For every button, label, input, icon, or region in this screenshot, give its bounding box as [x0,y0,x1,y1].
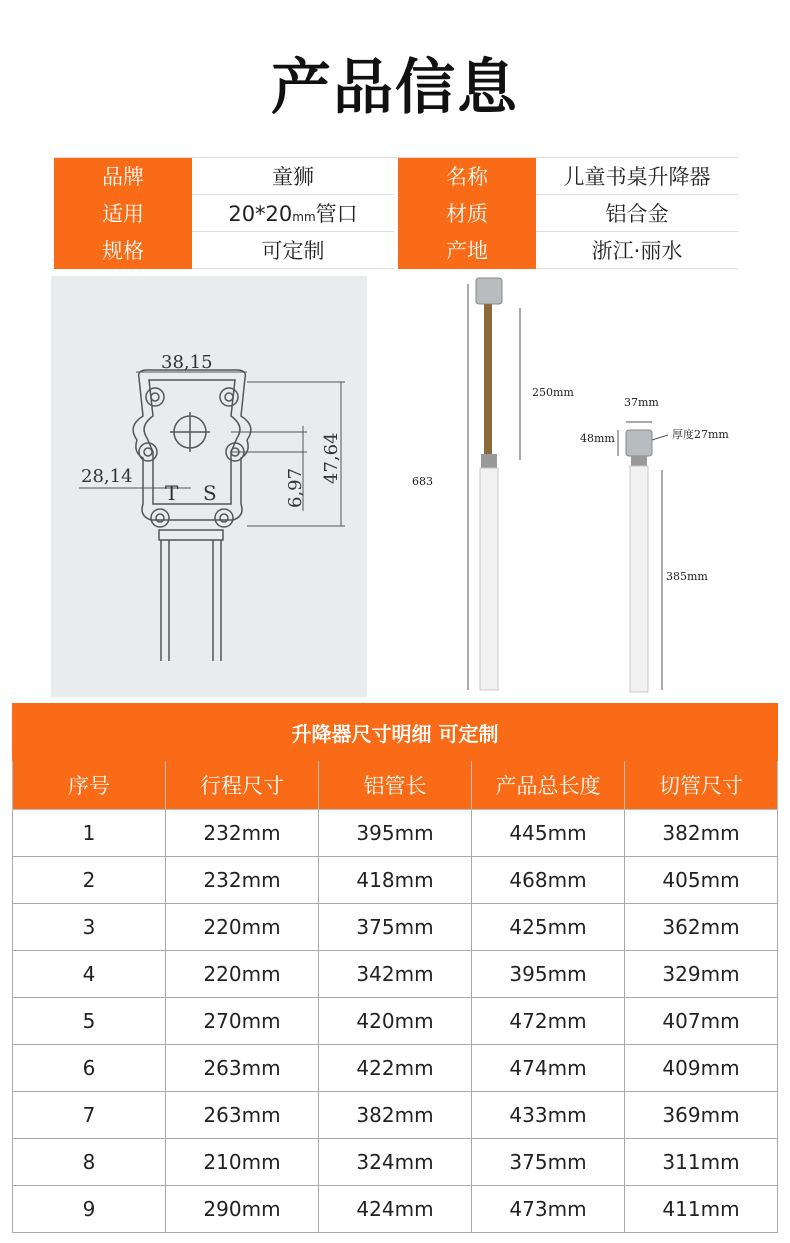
col-header-tube: 铝管长 [319,761,472,810]
info-value: 浙江·丽水 [536,232,738,269]
aluminum-tube [480,468,498,690]
mount-hole [146,388,164,406]
screw-nut [481,454,497,468]
cell: 382mm [319,1092,472,1139]
cell: 329mm [625,951,778,998]
mount-hole-inner [225,393,233,401]
cell: 474mm [472,1045,625,1092]
dim-label-mid: 6,97 [285,467,306,508]
cell: 422mm [319,1045,472,1092]
cell: 411mm [625,1186,778,1233]
table-row [13,904,778,951]
info-value-tail: 管口 [315,202,358,226]
cell: 6 [13,1045,166,1092]
cell: 409mm [625,1045,778,1092]
cell: 3 [13,904,166,951]
table-row [13,1186,778,1233]
cell: 420mm [319,998,472,1045]
short-tube [630,466,648,692]
col-header-index: 序号 [13,761,166,810]
cell: 220mm [166,951,319,998]
dim-label-top: 38,15 [161,352,213,373]
dim-label-385: 385mm [666,570,708,583]
tube-collar [159,530,223,540]
product-photo [400,270,780,700]
size-table-caption-row [13,704,778,761]
col-header-stroke: 行程尺寸 [166,761,319,810]
lead-screw [484,304,492,454]
cell: 445mm [472,810,625,857]
mount-hole [215,509,233,527]
table-row [13,998,778,1045]
mount-hole [220,388,238,406]
cell: 369mm [625,1092,778,1139]
cell: 263mm [166,1045,319,1092]
mount-hole [139,443,157,461]
info-key: 品牌 [54,158,192,195]
cell: 1 [13,810,166,857]
mount-hole [151,509,169,527]
size-table-caption: 升降器尺寸明细 可定制 [13,704,778,761]
cell: 395mm [319,810,472,857]
letter-t: T [165,481,179,505]
dim-label-48: 48mm [580,432,615,445]
info-value [192,195,394,232]
cell: 362mm [625,904,778,951]
cell: 4 [13,951,166,998]
info-value-main: 20*20 [228,202,293,226]
cell: 9 [13,1186,166,1233]
table-row [13,951,778,998]
cell: 210mm [166,1139,319,1186]
mount-hole-inner [151,393,159,401]
info-value: 儿童书桌升降器 [536,158,738,195]
info-key: 名称 [398,158,536,195]
dim-label-left: 28,14 [81,466,133,487]
cell: 382mm [625,810,778,857]
cell: 232mm [166,810,319,857]
dim-label-37: 37mm [624,396,659,409]
product-info-table [54,157,738,269]
cell: 342mm [319,951,472,998]
dim-label-thick: 厚度27mm [672,428,729,441]
cell: 424mm [319,1186,472,1233]
cell: 395mm [472,951,625,998]
drawing-svg [51,276,367,697]
cell: 405mm [625,857,778,904]
size-table [12,703,778,1233]
cell: 324mm [319,1139,472,1186]
info-row [54,195,738,232]
cell: 8 [13,1139,166,1186]
photo-svg [400,270,780,700]
cell: 418mm [319,857,472,904]
technical-drawing [51,276,367,697]
cell: 375mm [472,1139,625,1186]
cell: 7 [13,1092,166,1139]
table-row [13,857,778,904]
mount-hole-inner [220,514,228,522]
col-header-cut: 切管尺寸 [625,761,778,810]
dim-label-683: 683 [412,475,433,488]
cell: 473mm [472,1186,625,1233]
size-table-header [13,761,778,810]
dim-label-right: 47,64 [321,432,342,484]
table-row [13,1092,778,1139]
screw-head [476,278,502,304]
letter-s: S [203,481,217,505]
dim-leader-thick [652,435,668,440]
table-row [13,810,778,857]
info-row [54,158,738,195]
cell: 468mm [472,857,625,904]
col-header-total: 产品总长度 [472,761,625,810]
dim-label-250: 250mm [532,386,574,399]
cell: 472mm [472,998,625,1045]
cell: 433mm [472,1092,625,1139]
info-value: 铝合金 [536,195,738,232]
table-row [13,1045,778,1092]
info-value: 童狮 [192,158,394,195]
bracket-block [626,430,652,456]
cell: 220mm [166,904,319,951]
cell: 232mm [166,857,319,904]
info-value: 可定制 [192,232,394,269]
table-row [13,1139,778,1186]
cell: 5 [13,998,166,1045]
cell: 425mm [472,904,625,951]
cell: 270mm [166,998,319,1045]
mount-hole-inner [156,514,164,522]
info-key: 材质 [398,195,536,232]
cell: 2 [13,857,166,904]
info-value-unit: mm [292,210,316,224]
info-key: 规格 [54,232,192,269]
cell: 407mm [625,998,778,1045]
info-row [54,232,738,269]
cell: 375mm [319,904,472,951]
bracket-base [631,456,647,466]
mount-hole-inner [144,448,152,456]
page-title: 产品信息 [271,53,519,123]
info-key: 产地 [398,232,536,269]
info-key: 适用 [54,195,192,232]
cell: 311mm [625,1139,778,1186]
cell: 263mm [166,1092,319,1139]
cell: 290mm [166,1186,319,1233]
